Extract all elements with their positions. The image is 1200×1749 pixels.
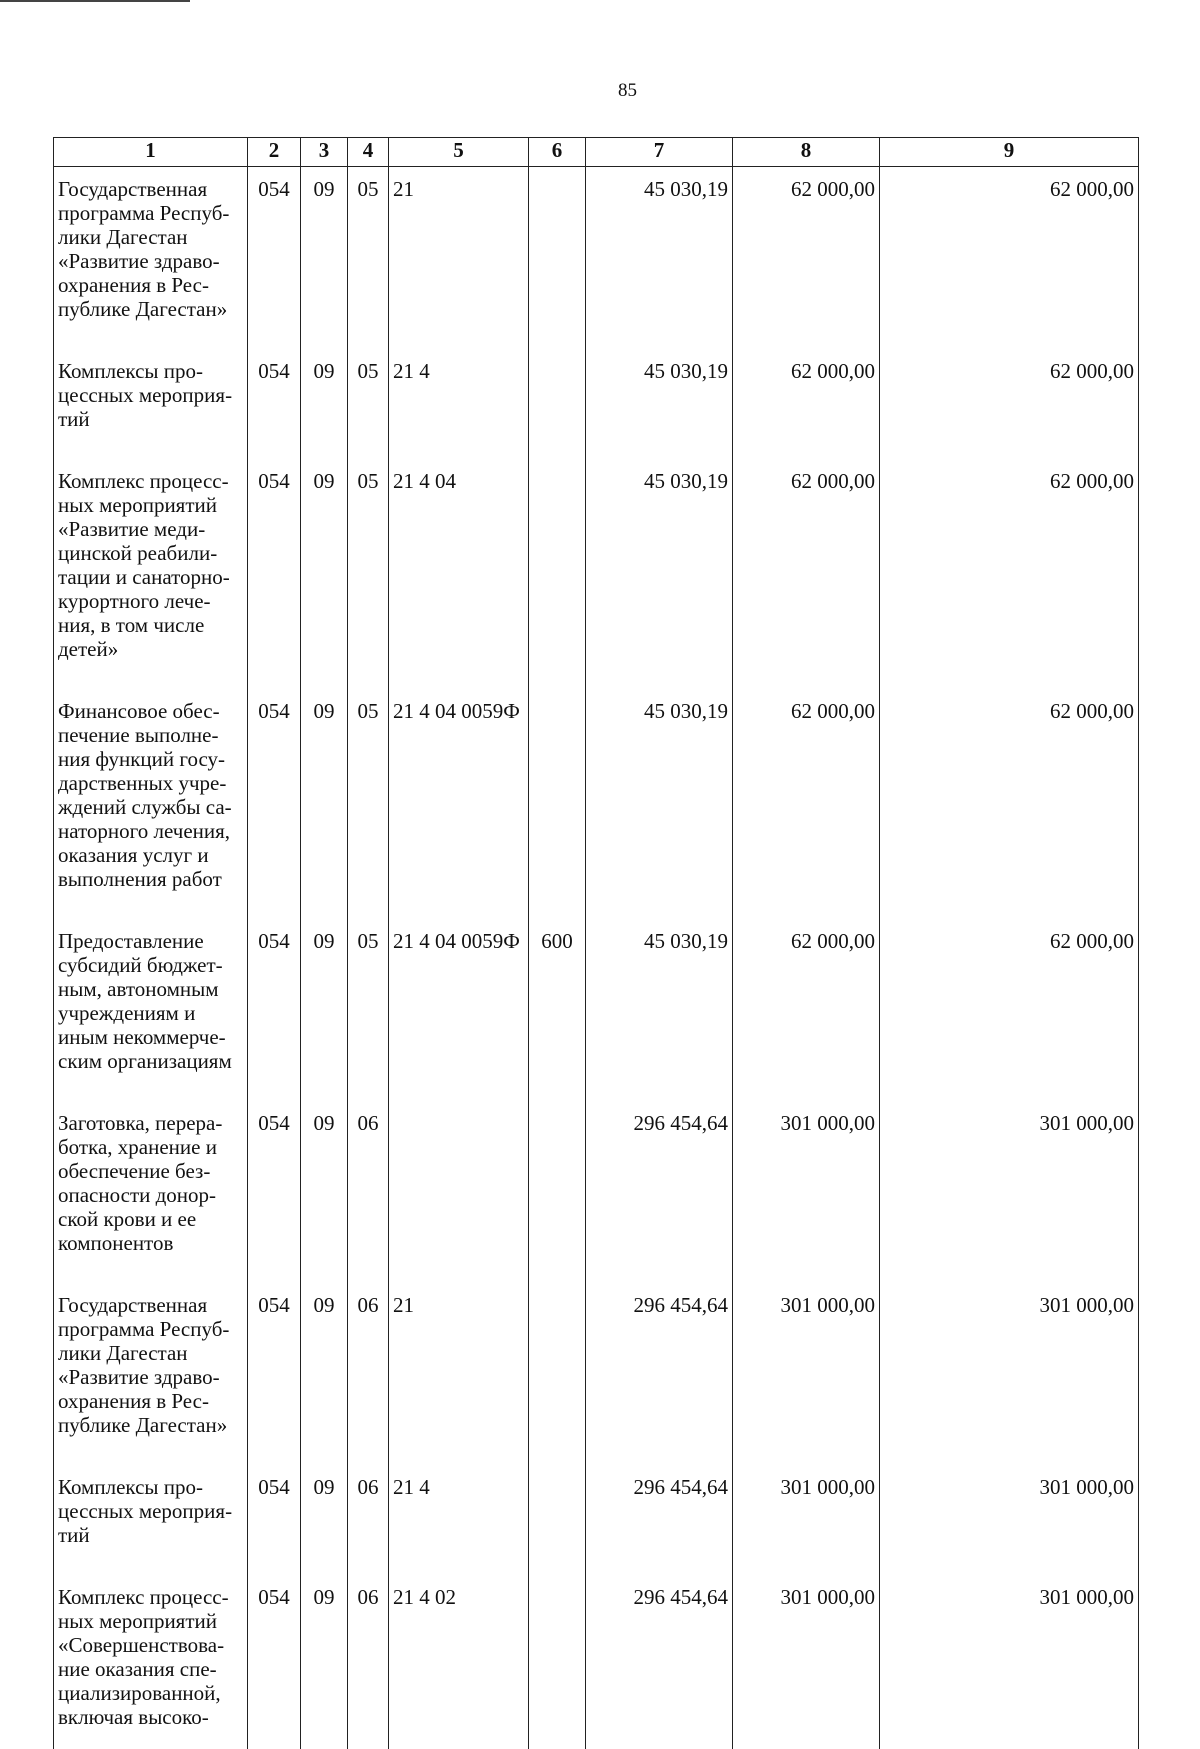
cell-expense-type bbox=[529, 167, 586, 322]
cell-amount-col7: 45 030,19 bbox=[586, 167, 733, 322]
col-header-8: 8 bbox=[733, 138, 880, 167]
cell-target-article bbox=[389, 1073, 529, 1255]
cell-code-ministry: 054 bbox=[248, 1073, 301, 1255]
col-header-9: 9 bbox=[880, 138, 1139, 167]
cell-code-section: 09 bbox=[301, 891, 348, 1073]
cell-code-section: 09 bbox=[301, 661, 348, 891]
continuation-cell bbox=[348, 1729, 389, 1749]
cell-amount-col9: 301 000,00 bbox=[880, 1547, 1139, 1729]
table-row bbox=[54, 167, 1139, 322]
col-header-1: 1 bbox=[54, 138, 248, 167]
cell-amount-col8: 62 000,00 bbox=[733, 167, 880, 322]
cell-amount-col9: 62 000,00 bbox=[880, 321, 1139, 431]
continuation-cell bbox=[529, 1729, 586, 1749]
cell-amount-col8: 301 000,00 bbox=[733, 1073, 880, 1255]
cell-amount-col8: 301 000,00 bbox=[733, 1547, 880, 1729]
cell-amount-col7: 45 030,19 bbox=[586, 891, 733, 1073]
cell-code-ministry: 054 bbox=[248, 167, 301, 322]
col-header-6: 6 bbox=[529, 138, 586, 167]
top-edge-rule bbox=[0, 0, 190, 2]
cell-amount-col8: 62 000,00 bbox=[733, 431, 880, 661]
cell-amount-col9: 62 000,00 bbox=[880, 431, 1139, 661]
col-header-4: 4 bbox=[348, 138, 389, 167]
item-name: Государственная программа Респуб-лики Дагестан «Развитие здраво-охранения в Рес-публике Дагестан» bbox=[54, 1255, 248, 1437]
cell-code-ministry: 054 bbox=[248, 431, 301, 661]
item-name: Комплексы про-цессных мероприя-тий bbox=[54, 321, 248, 431]
cell-code-subsection: 05 bbox=[348, 661, 389, 891]
page-number: 85 bbox=[0, 80, 1200, 102]
cell-expense-type: 600 bbox=[529, 891, 586, 1073]
continuation-cell bbox=[301, 1729, 348, 1749]
cell-expense-type bbox=[529, 661, 586, 891]
cell-code-ministry: 054 bbox=[248, 321, 301, 431]
cell-target-article: 21 4 02 bbox=[389, 1547, 529, 1729]
cell-target-article: 21 4 04 bbox=[389, 431, 529, 661]
cell-code-subsection: 05 bbox=[348, 431, 389, 661]
table-body bbox=[54, 167, 1139, 1749]
cell-amount-col8: 62 000,00 bbox=[733, 661, 880, 891]
cell-code-section: 09 bbox=[301, 1437, 348, 1547]
cell-amount-col8: 62 000,00 bbox=[733, 891, 880, 1073]
table-row bbox=[54, 661, 1139, 891]
cell-target-article: 21 4 bbox=[389, 1437, 529, 1547]
cell-amount-col9: 301 000,00 bbox=[880, 1437, 1139, 1547]
item-name: Комплекс процесс-ных мероприятий «Развитие меди-цинской реабили-тации и санаторно-курортного лече-ния, в том числе детей» bbox=[54, 431, 248, 661]
cell-amount-col8: 301 000,00 bbox=[733, 1437, 880, 1547]
cell-expense-type bbox=[529, 431, 586, 661]
cell-code-ministry: 054 bbox=[248, 1255, 301, 1437]
item-name: Комплексы про-цессных мероприя-тий bbox=[54, 1437, 248, 1547]
table-header bbox=[54, 138, 1139, 167]
cell-amount-col7: 296 454,64 bbox=[586, 1547, 733, 1729]
cell-amount-col7: 45 030,19 bbox=[586, 661, 733, 891]
item-name: Государственная программа Респуб-лики Дагестан «Развитие здраво-охранения в Рес-публике Дагестан» bbox=[54, 167, 248, 322]
cell-code-section: 09 bbox=[301, 1255, 348, 1437]
cell-amount-col7: 296 454,64 bbox=[586, 1437, 733, 1547]
col-header-5: 5 bbox=[389, 138, 529, 167]
cell-target-article: 21 4 04 0059Ф bbox=[389, 661, 529, 891]
col-header-2: 2 bbox=[248, 138, 301, 167]
cell-code-ministry: 054 bbox=[248, 891, 301, 1073]
cell-code-subsection: 06 bbox=[348, 1547, 389, 1729]
table-row bbox=[54, 431, 1139, 661]
cell-expense-type bbox=[529, 1547, 586, 1729]
cell-code-section: 09 bbox=[301, 1547, 348, 1729]
cell-code-ministry: 054 bbox=[248, 1437, 301, 1547]
continuation-cell bbox=[733, 1729, 880, 1749]
cell-code-subsection: 06 bbox=[348, 1437, 389, 1547]
cell-target-article: 21 4 bbox=[389, 321, 529, 431]
cell-code-ministry: 054 bbox=[248, 661, 301, 891]
col-header-3: 3 bbox=[301, 138, 348, 167]
cell-target-article: 21 4 04 0059Ф bbox=[389, 891, 529, 1073]
cell-code-section: 09 bbox=[301, 167, 348, 322]
cell-amount-col9: 301 000,00 bbox=[880, 1073, 1139, 1255]
cell-amount-col9: 62 000,00 bbox=[880, 661, 1139, 891]
cell-amount-col9: 301 000,00 bbox=[880, 1255, 1139, 1437]
cell-amount-col7: 296 454,64 bbox=[586, 1073, 733, 1255]
continuation-cell bbox=[586, 1729, 733, 1749]
table-row bbox=[54, 1255, 1139, 1437]
table-row bbox=[54, 1547, 1139, 1729]
cell-expense-type bbox=[529, 1437, 586, 1547]
cell-target-article: 21 bbox=[389, 1255, 529, 1437]
cell-amount-col9: 62 000,00 bbox=[880, 167, 1139, 322]
cell-code-subsection: 06 bbox=[348, 1255, 389, 1437]
continuation-cell bbox=[248, 1729, 301, 1749]
cell-code-subsection: 05 bbox=[348, 167, 389, 322]
continuation-cell bbox=[389, 1729, 529, 1749]
table-row bbox=[54, 321, 1139, 431]
cell-amount-col7: 45 030,19 bbox=[586, 431, 733, 661]
item-name: Заготовка, перера-ботка, хранение и обеспечение без-опасности донор-ской крови и ее компонентов bbox=[54, 1073, 248, 1255]
col-header-7: 7 bbox=[586, 138, 733, 167]
header-row bbox=[54, 138, 1139, 167]
cell-expense-type bbox=[529, 1255, 586, 1437]
item-name: Комплекс процесс-ных мероприятий «Совершенствова-ние оказания спе-циализированной, включая высоко- bbox=[54, 1547, 248, 1729]
cell-code-section: 09 bbox=[301, 1073, 348, 1255]
cell-code-section: 09 bbox=[301, 431, 348, 661]
budget-table bbox=[53, 137, 1139, 1749]
cell-code-subsection: 06 bbox=[348, 1073, 389, 1255]
cell-amount-col7: 45 030,19 bbox=[586, 321, 733, 431]
table-continuation-row bbox=[54, 1729, 1139, 1749]
cell-amount-col7: 296 454,64 bbox=[586, 1255, 733, 1437]
table-row bbox=[54, 1437, 1139, 1547]
cell-amount-col9: 62 000,00 bbox=[880, 891, 1139, 1073]
cell-expense-type bbox=[529, 321, 586, 431]
continuation-cell bbox=[880, 1729, 1139, 1749]
cell-code-ministry: 054 bbox=[248, 1547, 301, 1729]
table-row bbox=[54, 891, 1139, 1073]
table-row bbox=[54, 1073, 1139, 1255]
cell-code-subsection: 05 bbox=[348, 321, 389, 431]
item-name: Финансовое обес-печение выполне-ния функций госу-дарственных учре-ждений службы са-наторного лечения, оказания услуг и выполнения работ bbox=[54, 661, 248, 891]
cell-code-subsection: 05 bbox=[348, 891, 389, 1073]
cell-amount-col8: 301 000,00 bbox=[733, 1255, 880, 1437]
cell-code-section: 09 bbox=[301, 321, 348, 431]
cell-expense-type bbox=[529, 1073, 586, 1255]
item-name: Предоставление субсидий бюджет-ным, автономным учреждениям и иным некоммерче-ским организациям bbox=[54, 891, 248, 1073]
continuation-cell bbox=[54, 1729, 248, 1749]
cell-target-article: 21 bbox=[389, 167, 529, 322]
cell-amount-col8: 62 000,00 bbox=[733, 321, 880, 431]
